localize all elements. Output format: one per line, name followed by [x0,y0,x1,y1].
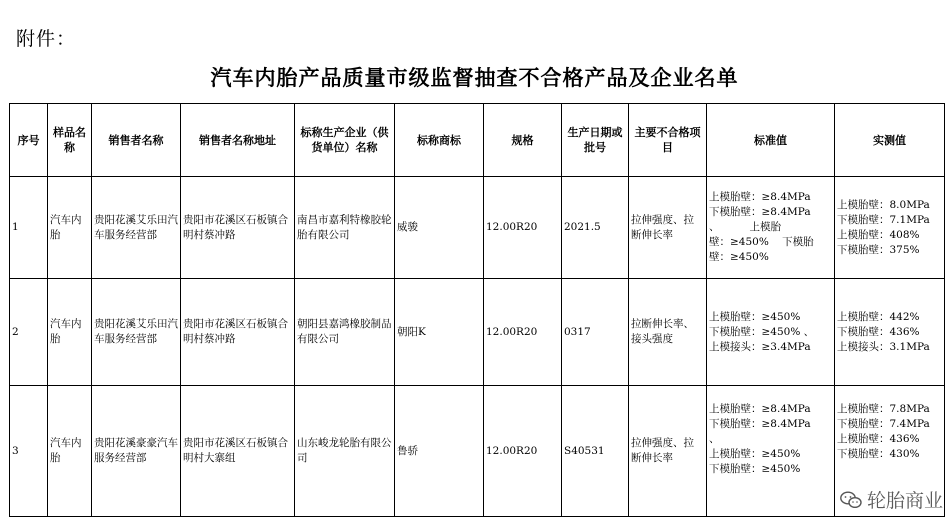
measured-line: 上模接头：3.1MPa [837,340,930,353]
header-cell: 主要不合格项目 [629,104,707,177]
table-row [10,386,945,517]
failed-items: 拉伸强度、拉断伸长率 [629,386,707,517]
seller-name: 贵阳花溪豪豪汽车服务经营部 [92,386,181,517]
header-cell: 序号 [10,104,48,177]
seller-name: 贵阳花溪艾乐田汽车服务经营部 [92,279,181,386]
attachment-label: 附件： [16,28,77,50]
unqualified-products-table [9,103,945,517]
measured-line: 下模胎壁：7.4MPa [837,418,930,430]
manufacturer-name: 朝阳县嘉鸿橡胶制品有限公司 [295,279,395,386]
standard-values [707,279,835,386]
measured-line: 下模胎壁：375% [837,243,920,256]
wechat-icon [840,491,862,509]
measured-values [835,177,945,279]
spec: 12.00R20 [484,386,562,517]
standard-line: 壁：≥450% [709,251,769,263]
standard-line: 、 上模胎 [709,221,782,233]
table-row [10,279,945,386]
seller-address: 贵阳市花溪区石板镇合明村大寨组 [181,386,295,517]
header-cell: 销售者名称地址 [181,104,295,177]
header-cell: 规格 [484,104,562,177]
measured-line: 上模胎壁：408% [837,228,920,241]
header-cell: 标准值 [707,104,835,177]
failed-items: 拉断伸长率、接头强度 [629,279,707,386]
spec: 12.00R20 [484,279,562,386]
table-header-row [10,104,945,177]
standard-line: 上模胎壁：≥8.4MPa [709,191,811,203]
brand: 鲁骄 [395,386,484,517]
standard-line: 、 [709,433,720,445]
brand: 朝阳K [395,279,484,386]
manufacturer-name: 南昌市嘉利特橡胶轮胎有限公司 [295,177,395,279]
standard-line: 下模胎壁：≥450% 、 [709,325,815,338]
measured-line: 上模胎壁：8.0MPa [837,198,930,211]
standard-line: 下模胎壁：≥450% [709,463,801,475]
standard-line: 上模胎壁：≥450% [709,448,801,460]
measured-line: 下模胎壁：436% [837,325,920,338]
sample-name: 汽车内胎 [48,177,92,279]
sample-name: 汽车内胎 [48,279,92,386]
brand: 威骏 [395,177,484,279]
standard-line: 下模胎壁：≥8.4MPa [709,418,811,430]
header-cell: 标称商标 [395,104,484,177]
batch: S40531 [562,386,629,517]
watermark-text: 轮胎商业 [866,490,943,512]
watermark [840,486,943,513]
sample-name: 汽车内胎 [48,386,92,517]
measured-values [835,279,945,386]
batch: 2021.5 [562,177,629,279]
spec: 12.00R20 [484,177,562,279]
seller-name: 贵阳花溪艾乐田汽车服务经营部 [92,177,181,279]
standard-values [707,386,835,517]
row-number: 3 [10,386,48,517]
row-number: 1 [10,177,48,279]
standard-line: 壁：≥450% 下模胎 [709,236,814,248]
measured-line: 上模胎壁：7.8MPa [837,403,930,415]
seller-address: 贵阳市花溪区石板镇合明村蔡冲路 [181,279,295,386]
standard-line: 上模胎壁：≥450% [709,310,801,323]
measured-line: 下模胎壁：7.1MPa [837,213,930,226]
table-row [10,177,945,279]
standard-values [707,177,835,279]
header-cell: 生产日期或批号 [562,104,629,177]
measured-line: 上模胎壁：436% [837,433,920,445]
standard-line: 上模接头：≥3.4MPa [709,340,811,353]
standard-line: 上模胎壁：≥8.4MPa [709,403,811,415]
header-cell: 销售者名称 [92,104,181,177]
failed-items: 拉伸强度、拉断伸长率 [629,177,707,279]
standard-line: 下模胎壁：≥8.4MPa [709,206,811,218]
header-cell: 标称生产企业（供货单位）名称 [295,104,395,177]
row-number: 2 [10,279,48,386]
header-cell: 样品名称 [48,104,92,177]
batch: 0317 [562,279,629,386]
manufacturer-name: 山东峻龙轮胎有限公司 [295,386,395,517]
document-title: 汽车内胎产品质量市级监督抽查不合格产品及企业名单 [210,65,739,90]
measured-line: 下模胎壁：430% [837,448,920,460]
seller-address: 贵阳市花溪区石板镇合明村蔡冲路 [181,177,295,279]
header-cell: 实测值 [835,104,945,177]
measured-line: 上模胎壁：442% [837,310,920,323]
